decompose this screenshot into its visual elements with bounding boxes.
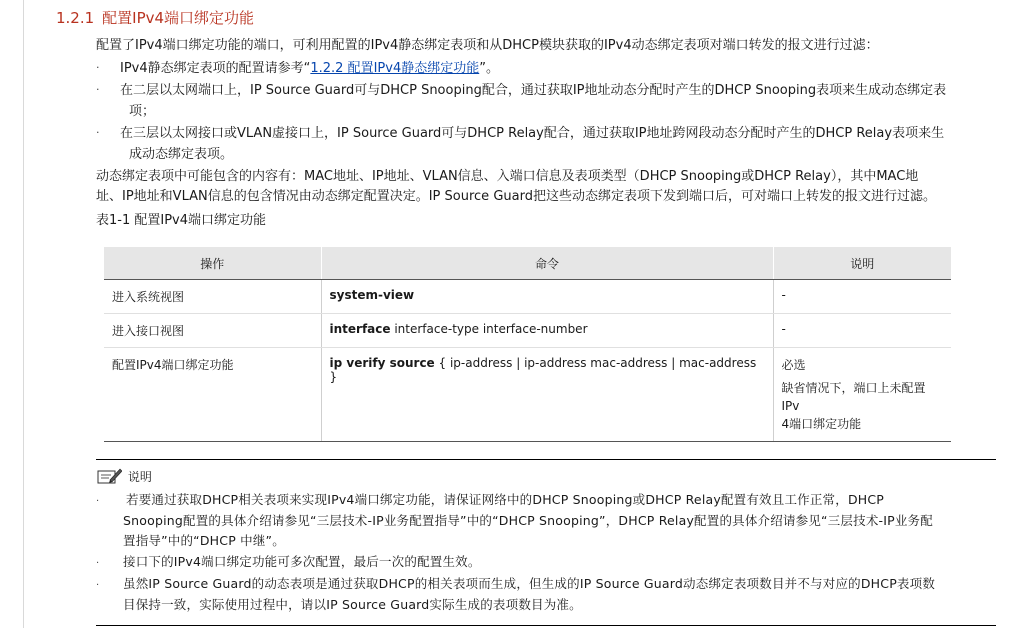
table-row [104,314,951,348]
col-header-operation: 操作 [104,247,321,280]
bullet-static-binding [120,58,499,79]
cell-command [321,280,773,314]
desc-required: 必选 [781,358,806,372]
note-item-1-line2: Snooping配置的具体介绍请参见“三层技术-IP业务配置指导”中的“DHCP Snooping”，DHCP Relay配置的具体介绍请参见“三层技术-IP业务配 [123,513,933,528]
note-header [96,466,152,488]
bullet-dhcp-relay-cont: 成动态绑定表项。 [129,147,234,162]
cell-description: - [773,314,951,348]
note-pencil-icon [96,466,122,486]
note-bullet-marker: · [96,496,100,507]
bullet-dhcp-relay: 在三层以太网接口或VLAN虚接口上，IP Source Guard可与DHCP Relay配合，通过获取IP地址跨网段动态分配时产生的DHCP Relay表项来生 [120,126,945,141]
cell-operation: 进入系统视图 [104,280,321,314]
note-bullet-marker: · [96,580,100,591]
link-ipv4-static-binding[interactable]: 1.2.2 配置IPv4静态绑定功能 [310,61,480,76]
command-args: { ip-address | ip-address mac-address | mac-address } [329,356,757,384]
cell-command [321,314,773,348]
table-header-row [104,247,951,280]
bullet-text: IPv4静态绑定表项的配置请参考“ [120,61,311,76]
col-header-description: 说明 [773,247,951,280]
section-title: 配置IPv4端口绑定功能 [102,9,255,27]
table-row [104,348,951,442]
section-number: 1.2.1 [56,9,95,27]
section-heading [56,7,254,28]
bullet-marker: · [96,61,100,74]
bullet-text: ”。 [479,61,499,76]
desc-default-line1: 缺省情况下，端口上未配置IPv [781,381,926,413]
left-margin-rule [23,0,24,628]
note-box [96,459,996,626]
col-header-command: 命令 [321,247,773,280]
note-item-3-line2: 目保持一致，实际使用过程中，请以IP Source Guard实际生成的表项数目为准。 [123,597,582,612]
table-row [104,280,951,314]
cell-operation: 配置IPv4端口绑定功能 [104,348,321,442]
bullet-dhcp-snooping: 在二层以太网端口上，IP Source Guard可与DHCP Snooping配合，通过获取IP地址动态分配时产生的DHCP Snooping表项来生成动态绑定表 [120,83,947,98]
note-item-3-line1: 虽然IP Source Guard的动态表项是通过获取DHCP的相关表项而生成，但生成的IP Source Guard动态绑定表项数目并不与对应的DHCP表项数 [123,576,936,591]
cell-description [773,348,951,442]
bullet-marker: · [96,83,100,96]
cell-operation: 进入接口视图 [104,314,321,348]
dynamic-binding-paragraph-line1: 动态绑定表项中可能包含的内容有：MAC地址、IP地址、VLAN信息、入端口信息及表项类型（DHCP Snooping或DHCP Relay），其中MAC地 [96,169,919,184]
bullet-dhcp-snooping-cont: 项； [129,104,156,119]
desc-default-line2: 4端口绑定功能 [781,417,862,431]
cell-description: - [773,280,951,314]
note-label: 说明 [127,469,152,484]
dynamic-binding-paragraph-line2: 址、IP地址和VLAN信息的包含情况由动态绑定配置决定。IP Source Guard把这些动态绑定表项下发到端口后，可对端口上转发的报文进行过滤。 [96,189,936,204]
intro-paragraph: 配置了IPv4端口绑定功能的端口，可利用配置的IPv4静态绑定表项和从DHCP模块获取的IPv4动态绑定表项对端口转发的报文进行过滤： [96,38,879,53]
note-item-1-line1: 若要通过获取DHCP相关表项来实现IPv4端口绑定功能，请保证网络中的DHCP Snooping或DHCP Relay配置有效且工作正常，DHCP [126,492,885,507]
table-caption: 表1-1 配置IPv4端口绑定功能 [96,213,267,228]
note-item-1-line3: 置指导”中的“DHCP 中继”。 [123,533,285,548]
note-bullet-marker: · [96,558,100,569]
command-keyword: interface [329,322,391,336]
cell-command [321,348,773,442]
command-keyword: system-view [329,288,415,302]
command-args: interface-type interface-number [390,322,588,336]
bullet-marker: · [96,126,100,139]
command-keyword: ip verify source [329,356,435,370]
config-table [104,247,951,442]
note-item-2: 接口下的IPv4端口绑定功能可多次配置，最后一次的配置生效。 [123,554,481,569]
